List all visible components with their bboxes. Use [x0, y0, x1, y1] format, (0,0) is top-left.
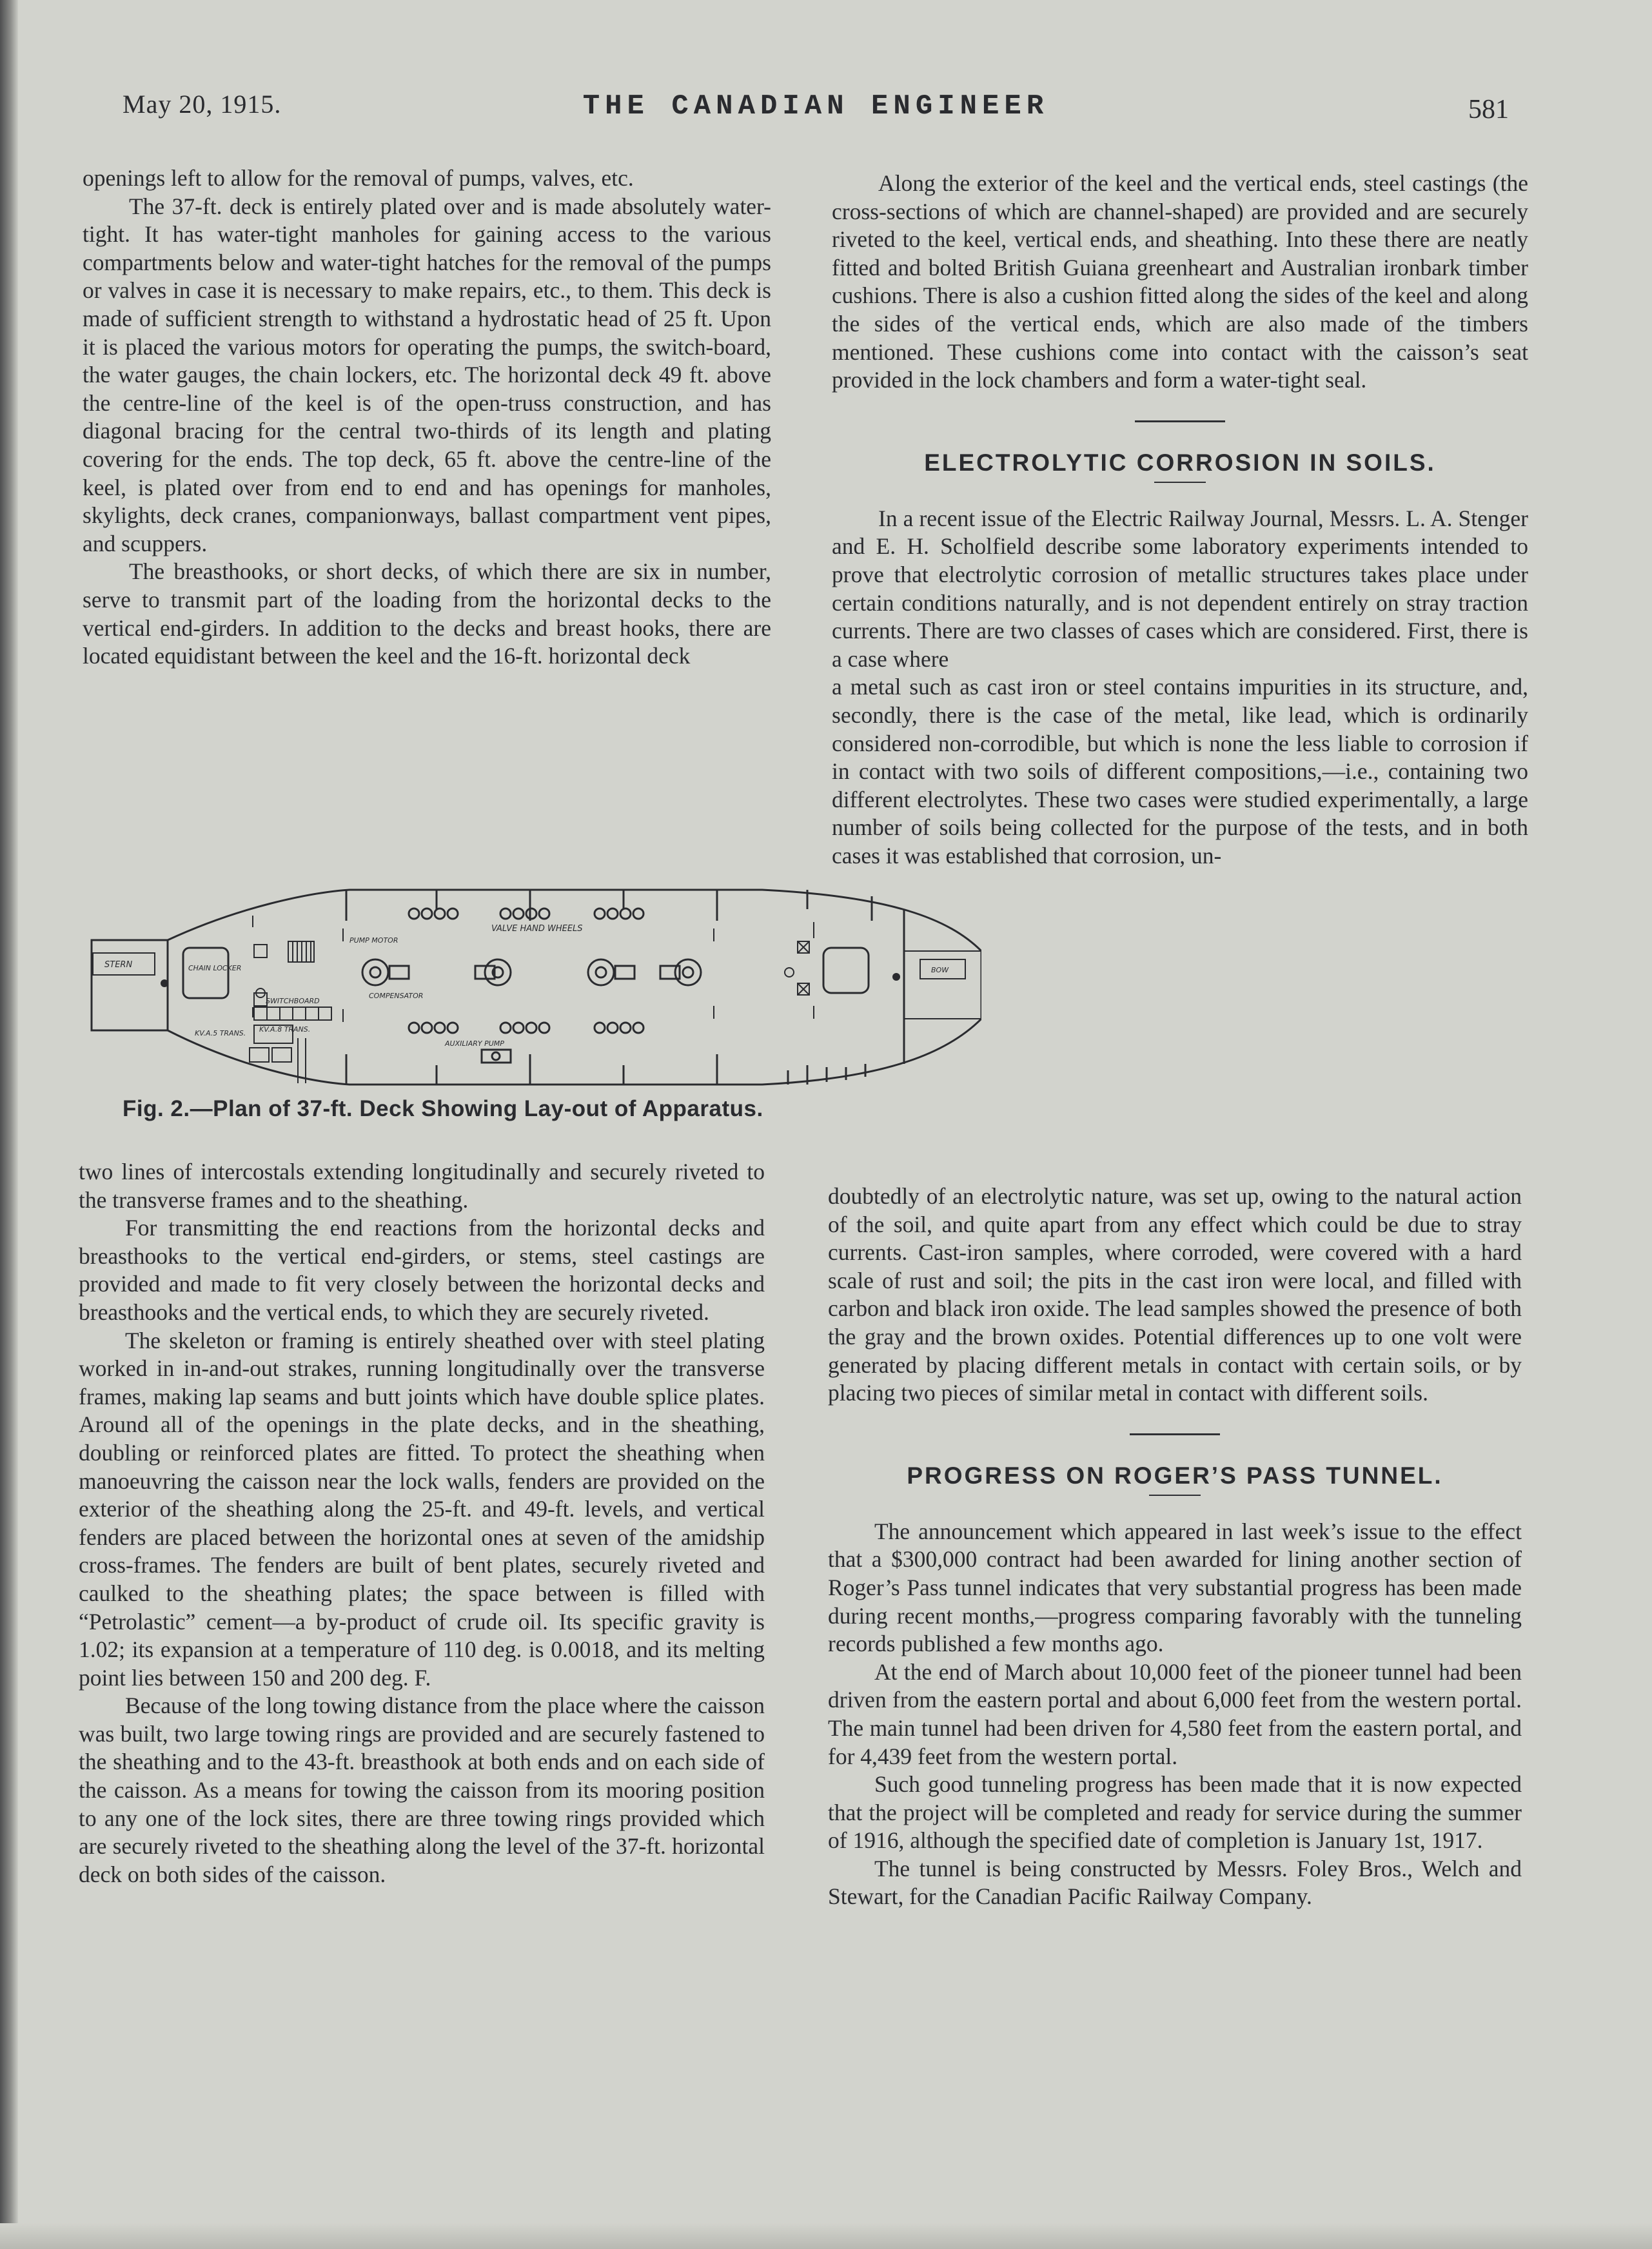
paragraph: Such good tunneling progress has been made that it is now expected that the project will be completed and ready for service during the summer of 1916, although the specified date of completion is January 1st, 1917. [828, 1771, 1522, 1854]
title-underline [1149, 1495, 1201, 1496]
pump-motor-label: PUMP MOTOR [349, 936, 398, 945]
paragraph: In a recent issue of the Electric Railway Journal, Messrs. L. A. Stenger and E. H. Scholfield describe some laboratory experiments intended to prove that electrolytic corrosion of metallic structures takes place under certain conditions naturally, and is not dependent entirely on stray traction currents. There are two classes of cases which are considered. First, there is a case where [832, 505, 1528, 672]
towing-ring-bow [892, 973, 900, 981]
transformer-units [250, 1025, 306, 1083]
valve-hand-wheels-row-top [409, 908, 644, 919]
paragraph: The breasthooks, or short decks, of which there are six in number, serve to transmit part of the loading from the horizontal decks to the vertical end-girders. In addition to the decks and breast hooks, there are located equidistant between the keel and the 16-ft. horizontal deck [83, 558, 771, 669]
bow-fittings [785, 941, 869, 995]
deck-plan-drawing [79, 845, 981, 1103]
bottom-frame-ticks [346, 1054, 865, 1085]
compensator-label: COMPENSATOR [369, 992, 424, 1000]
chain-locker-box [183, 948, 228, 998]
section-title-corrosion: ELECTROLYTIC CORROSION IN SOILS. [924, 449, 1436, 476]
paragraph: For transmitting the end reactions from the horizontal decks and breasthooks to the vertical end-girders, or stems, steel castings are provided and made to fit very closely between the horizontal decks and breasthooks and the vertical ends, to which they are securely riveted. [79, 1215, 765, 1325]
water-gauges-icon [288, 941, 314, 962]
section-divider [1135, 420, 1225, 422]
gauge-box [254, 945, 267, 958]
left-column-top [83, 164, 771, 671]
paragraph: openings left to allow for the removal of pumps, valves, etc. [83, 165, 634, 191]
paragraph: Because of the long towing distance from the place where the caisson was built, two large towing rings are provided and are securely fastened to the sheathing and to the 43-ft. breasthook at both ends and on each side of the caisson. As a means for towing the caisson from its mooring position to any one of the lock sites, there are three towing rings provided which are securely riveted to the sheathing along the level of the 37-ft. horizontal deck on both sides of the caisson. [79, 1693, 765, 1887]
section-title-tunnel: PROGRESS ON ROGER’S PASS TUNNEL. [907, 1462, 1443, 1489]
paragraph: The tunnel is being constructed by Messrs. Foley Bros., Welch and Stewart, for the Canadian Pacific Railway Company. [828, 1855, 1522, 1910]
auxiliary-pump-label: AUXILIARY PUMP [445, 1039, 504, 1048]
stern-label: STERN [104, 960, 133, 970]
page-binding-edge [0, 0, 18, 2249]
section-divider [1130, 1433, 1220, 1435]
paragraph: The 37-ft. deck is entirely plated over and is made absolutely water-tight. It has water-tight manholes for gaining access to the various compartments below and water-tight hatches for the removal of the pumps or valves in case it is necessary to make repairs, etc., to them. This deck is made of sufficient strength to withstand a hydrostatic head of 25 ft. Upon it is placed the various motors for operating the pumps, the switch-board, the water gauges, the chain lockers, etc. The horizontal deck 49 ft. above the centre-line of the keel is of the open-truss construction, and has diagonal bracing for the central two-thirds of its length and plating covering for the ends. The top deck, 65 ft. above the centre-line of the keel, is plated over from end to end and has openings for manholes, skylights, deck cranes, companionways, ballast compartment vent pipes, and scuppers. [83, 193, 771, 556]
paragraph: two lines of intercostals extending longitudinally and securely riveted to the transverse frames and to the sheathing. [79, 1159, 765, 1213]
bow-compartment [904, 951, 981, 1019]
valve-hand-wheels-row-bottom [409, 1023, 644, 1033]
right-column-bottom [828, 1183, 1522, 1911]
journal-title: THE CANADIAN ENGINEER [582, 90, 1049, 123]
issue-date: May 20, 1915. [123, 90, 282, 119]
paragraph-wrapped: a metal such as cast iron or steel contains impurities in its structure, and, secondly, there is the case of the metal, like lead, which is ordinarily considered non-corrodible, but which is none the less liable to corrosion if in contact with two soils of different compositions,—i.e., containing two different electrolytes. These two cases were studied experimentally, a large number of soils being collected for the purpose of the tests, and in both cases it was established that corrosion, un- [832, 674, 1528, 869]
bow-label: BOW [931, 966, 949, 974]
transformer-b-label: KV.A.8 TRANS. [259, 1025, 311, 1034]
running-header [123, 85, 1509, 130]
left-column-bottom [79, 1158, 765, 1889]
chain-locker-label: CHAIN LOCKER [188, 964, 242, 972]
figure-caption: Fig. 2.—Plan of 37-ft. Deck Showing Lay-out of Apparatus. [123, 1096, 763, 1121]
page-bottom-edge [0, 2223, 1652, 2249]
page-number: 581 [1468, 95, 1509, 124]
transformer-a-label: KV.A.5 TRANS. [195, 1029, 246, 1037]
paragraph: At the end of March about 10,000 feet of the pioneer tunnel had been driven from the eastern portal and about 6,000 feet from the western portal. The main tunnel had been driven for 4,580 feet from the eastern portal, and for 4,439 feet from the western portal. [828, 1658, 1522, 1769]
title-underline [1154, 482, 1206, 483]
hull-outline [92, 890, 981, 1085]
paragraph: doubtedly of an electrolytic nature, was set up, owing to the natural action of the soil, and quite apart from any effect which could be due to stray currents. Cast-iron samples, where corroded, were covered with a hard scale of rust and soil; the pits in the cast iron were local, and filled with carbon and black iron oxide. The lead samples showed the presence of both the gray and the brown oxides. Potential differences up to one volt were generated by placing different metals in contact with certain soils, or by placing two pieces of similar metal in contact with different soils. [828, 1183, 1522, 1406]
paragraph: The skeleton or framing is entirely sheathed over with steel plating worked in in-and-out strakes, running longitudinally over the transverse frames, making lap seams and butt joints which have double splice plates. Around all of the openings in the plate decks, and in the sheathing, doubling or reinforced plates are fitted. To protect the sheathing when manoeuvring the caisson near the lock walls, fenders are provided on the exterior of the sheathing along the 25-ft. and 49-ft. levels, and vertical fenders are placed between the horizontal ones at seven of the amidship cross-frames. The fenders are built of bent plates, securely riveted and caulked to the sheathing plates; the space between is filled with “Petrolastic” cement—a by-product of crude oil. Its specific gravity is 1.02; its expansion at a temperature of 110 deg. is 0.0018, and its melting point lies between 150 and 200 deg. F. [79, 1327, 765, 1691]
switchboard-label: SWITCHBOARD [266, 997, 320, 1005]
valve-hand-wheels-label: VALVE HAND WHEELS [491, 924, 583, 934]
right-column-top [832, 170, 1528, 870]
paragraph: The announcement which appeared in last week’s issue to the effect that a $300,000 contract had been awarded for lining another section of Roger’s Pass tunnel indicates that very substantial progress has been made during recent months,—progress comparing favorably with the tunneling records published a few months ago. [828, 1518, 1522, 1657]
paragraph: Along the exterior of the keel and the vertical ends, steel castings (the cross-sections of which are channel-shaped) are provided and are securely riveted to the keel, vertical ends, and sheathing. Into these there are neatly fitted and bolted British Guiana greenheart and Australian ironbark timber cushions. There is also a cushion fitted along the sides of the keel and along the sides of the vertical ends, which are also made of the timbers mentioned. These cushions come into contact with the caisson’s seat provided in the lock chambers and form a water-tight seal. [832, 170, 1528, 393]
auxiliary-pump-icon [482, 1050, 511, 1063]
main-pumps-row [362, 959, 701, 985]
switchboard-panel [254, 1007, 331, 1020]
towing-ring-stern [161, 979, 168, 987]
